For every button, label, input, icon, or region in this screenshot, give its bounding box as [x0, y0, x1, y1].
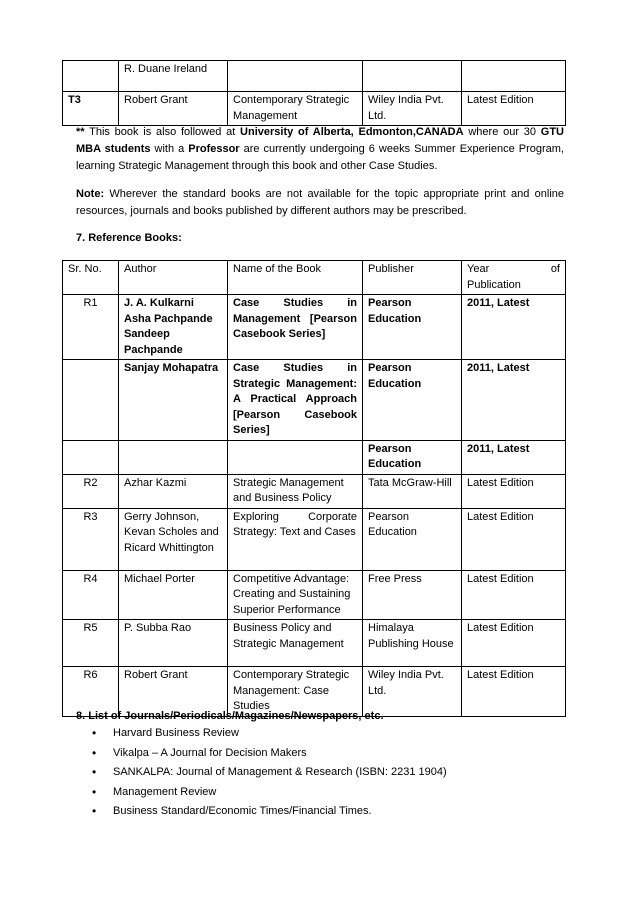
year-cell: 2011, Latest — [462, 360, 566, 441]
book-cell: Case Studies in Management [Pearson Casebook Series] — [228, 295, 363, 360]
table-header-row — [63, 261, 566, 295]
year-cell: 2011, Latest — [462, 295, 566, 360]
sr-cell: R3 — [63, 508, 119, 570]
year-cell: Latest Edition — [462, 474, 566, 508]
table-row — [63, 92, 566, 126]
textbook-table — [62, 60, 566, 126]
year-cell: Latest Edition — [462, 508, 566, 570]
book-cell: Strategic Management and Business Policy — [228, 474, 363, 508]
book-cell: Contemporary Strategic Management: Case Studies — [228, 667, 363, 717]
table-row — [63, 61, 566, 92]
author-cell: J. A. Kulkarni Asha Pachpande Sandeep Pachpande — [119, 295, 228, 360]
author-cell: P. Subba Rao — [119, 620, 228, 667]
sr-cell: R5 — [63, 620, 119, 667]
journals-list — [76, 724, 447, 822]
book-cell: Case Studies in Strategic Management: A Practical Approach [Pearson Casebook Series] — [228, 360, 363, 441]
sr-cell: R2 — [63, 474, 119, 508]
publisher-cell: Himalaya Publishing House — [363, 620, 462, 667]
header-year: Year of Publication — [462, 261, 566, 295]
publisher-cell: Wiley India Pvt. Ltd. — [363, 92, 462, 126]
author-cell: Gerry Johnson, Kevan Scholes and Ricard Whittington — [119, 508, 228, 570]
year-cell: Latest Edition — [462, 620, 566, 667]
book-cell: Competitive Advantage: Creating and Sustaining Superior Performance — [228, 570, 363, 620]
header-book: Name of the Book — [228, 261, 363, 295]
publisher-cell: Wiley India Pvt. Ltd. — [363, 667, 462, 717]
list-item: • Harvard Business Review — [113, 724, 447, 744]
author-cell: Sanjay Mohapatra — [119, 360, 228, 441]
header-author: Author — [119, 261, 228, 295]
author-cell: Robert Grant — [119, 92, 228, 126]
author-cell: Robert Grant — [119, 667, 228, 717]
publisher-cell: Pearson Education — [363, 295, 462, 360]
sr-cell: R6 — [63, 667, 119, 717]
author-cell: Azhar Kazmi — [119, 474, 228, 508]
table-row — [63, 570, 566, 620]
list-item: • Management Review — [113, 783, 447, 803]
publisher-cell: Tata McGraw-Hill — [363, 474, 462, 508]
table-row — [63, 508, 566, 570]
book-cell: Exploring Corporate Strategy: Text and Cases — [228, 508, 363, 570]
code-cell: T3 — [63, 92, 119, 126]
header-publisher: Publisher — [363, 261, 462, 295]
table-row — [63, 360, 566, 441]
year-cell: Latest Edition — [462, 667, 566, 717]
year-cell: Latest Edition — [462, 570, 566, 620]
book-cell: Business Policy and Strategic Management — [228, 620, 363, 667]
table-row — [63, 474, 566, 508]
section-7-heading: 7. Reference Books: — [76, 232, 182, 244]
table-row — [63, 667, 566, 717]
table-row — [63, 295, 566, 360]
table-row — [63, 620, 566, 667]
sr-cell: R4 — [63, 570, 119, 620]
author-cell: R. Duane Ireland — [119, 61, 228, 92]
publisher-cell: Pearson Education — [363, 360, 462, 441]
list-item: • SANKALPA: Journal of Management & Research (ISBN: 2231 1904) — [113, 763, 447, 783]
table-row — [63, 440, 566, 474]
reference-books-table — [62, 260, 566, 717]
header-sr-no: Sr. No. — [63, 261, 119, 295]
section-8-heading: 8. List of Journals/Periodicals/Magazines/Newspapers, etc. — [76, 710, 384, 722]
year-cell: Latest Edition — [462, 92, 566, 126]
publisher-cell: Pearson Education — [363, 508, 462, 570]
publisher-cell: Pearson Education — [363, 440, 462, 474]
list-item: • Vikalpa – A Journal for Decision Makers — [113, 744, 447, 764]
sr-cell: R1 — [63, 295, 119, 360]
university-note: ** This book is also followed at University of Alberta, Edmonton,CANADA where our 30 GTU MBA students with a Professor are currently undergoing 6 weeks Summer Experience Program, learning Strategic Management through this book and other Case Studies. — [76, 126, 564, 172]
book-cell: Contemporary Strategic Management — [228, 92, 363, 126]
list-item: • Business Standard/Economic Times/Financial Times. — [113, 802, 447, 822]
author-cell: Michael Porter — [119, 570, 228, 620]
prescription-note: Note: Wherever the standard books are not available for the topic appropriate print and online resources, journals and books published by different authors may be prescribed. — [76, 188, 564, 217]
year-cell: 2011, Latest — [462, 440, 566, 474]
publisher-cell: Free Press — [363, 570, 462, 620]
